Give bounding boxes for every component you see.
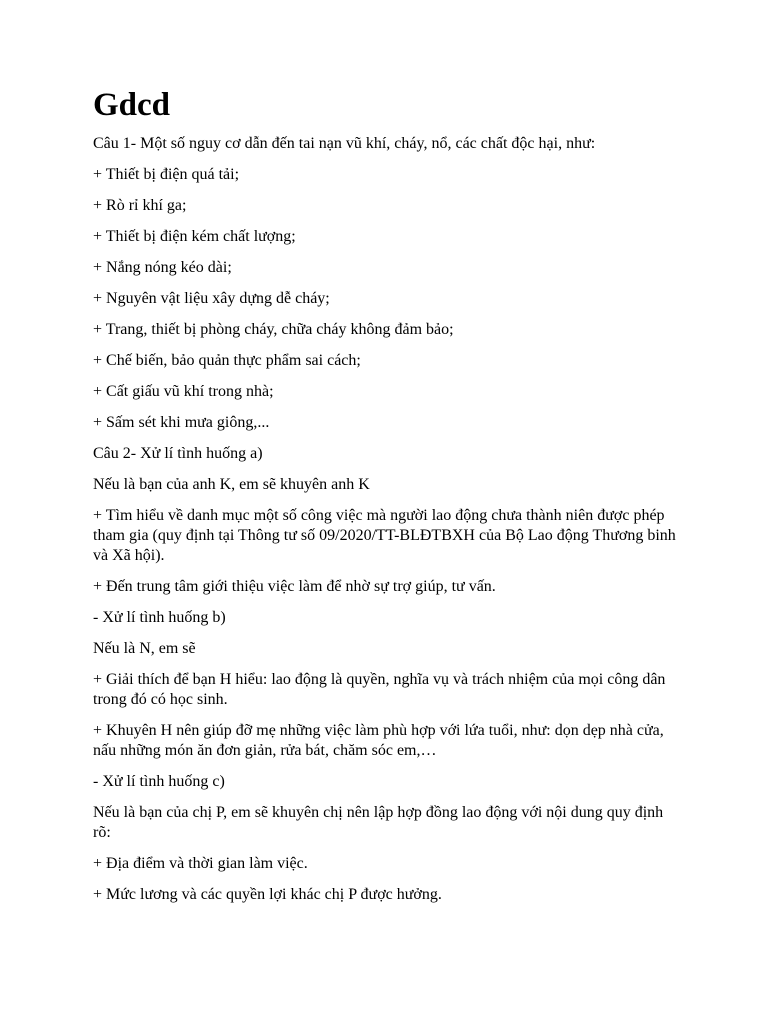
list-item: + Giải thích để bạn H hiểu: lao động là quyền, nghĩa vụ và trách nhiệm của mọi công dân trong đó có học sinh. [93,671,666,708]
list-item: + Nắng nóng kéo dài; [93,259,232,276]
list-item: + Thiết bị điện kém chất lượng; [93,228,296,245]
list-item: + Đến trung tâm giới thiệu việc làm để nhờ sự trợ giúp, tư vấn. [93,578,496,595]
paragraph: Nếu là bạn của chị P, em sẽ khuyên chị nên lập hợp đồng lao động với nội dung quy định rõ: [93,804,664,841]
list-item: + Thiết bị điện quá tải; [93,166,240,183]
list-item: + Rò rỉ khí ga; [93,197,187,214]
paragraph-cau-1: Câu 1- Một số nguy cơ dẫn đến tai nạn vũ khí, cháy, nổ, các chất độc hại, như: [93,135,596,152]
list-item: + Trang, thiết bị phòng cháy, chữa cháy không đảm bảo; [93,321,454,338]
list-item: + Cất giấu vũ khí trong nhà; [93,383,274,400]
paragraph: Nếu là N, em sẽ [93,640,196,657]
list-item: + Địa điểm và thời gian làm việc. [93,855,308,872]
list-item: + Sấm sét khi mưa giông,... [93,414,270,431]
paragraph-situation-c: - Xử lí tình huống c) [93,773,225,790]
paragraph-situation-b: - Xử lí tình huống b) [93,609,226,626]
paragraph-cau-2: Câu 2- Xử lí tình huống a) [93,445,263,462]
list-item: + Nguyên vật liệu xây dựng dễ cháy; [93,290,330,307]
list-item: + Khuyên H nên giúp đỡ mẹ những việc làm phù hợp với lứa tuổi, như: dọn dẹp nhà cửa, nấu những món ăn đơn giản, rửa bát, chăm sóc em,… [93,722,664,759]
list-item: + Tìm hiểu về danh mục một số công việc mà người lao động chưa thành niên được phép tham gia (quy định tại Thông tư số 09/2020/TT-BLĐTBXH của Bộ Lao động Thương binh và Xã hội). [93,507,676,564]
document-page [93,84,683,916]
list-item: + Chế biến, bảo quản thực phẩm sai cách; [93,352,361,369]
list-item: + Mức lương và các quyền lợi khác chị P được hưởng. [93,886,442,903]
document-title: Gdcd [93,87,171,123]
paragraph: Nếu là bạn của anh K, em sẽ khuyên anh K [93,476,370,493]
